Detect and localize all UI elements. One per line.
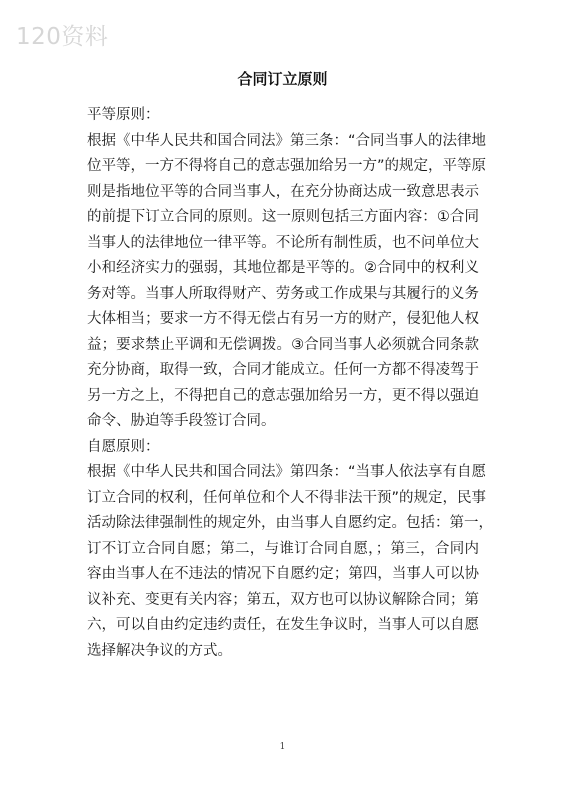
document-body: [87, 103, 493, 664]
paragraph-line: 订立合同的权利，任何单位和个人不得非法干预”的规定，民事: [87, 489, 487, 506]
section-heading: 平等原则：: [87, 107, 160, 123]
paragraph-line: 选择解决争议的方式。: [87, 642, 232, 659]
paragraph-line: 当事人的法律地位一律平等。不论所有制性质，也不问单位大: [87, 234, 479, 251]
paragraph-line: 小和经济实力的强弱，其地位都是平等的。②合同中的权利义: [87, 260, 479, 276]
watermark-logo: 120资料: [16, 24, 109, 50]
paragraph-line: 活动除法律强制性的规定外，由当事人自愿约定。包括：第一，: [87, 515, 493, 531]
paragraph-line: 订不订立合同自愿；第二，与谁订合同自愿，；第三，合同内: [87, 540, 479, 557]
paragraph-line: 根据《中华人民共和国合同法》第三条：“合同当事人的法律地: [87, 132, 487, 149]
paragraph-line: 的前提下订立合同的原则。这一原则包括三方面内容：①合同: [87, 209, 479, 225]
paragraph-line: 命令、胁迫等手段签订合同。: [87, 413, 276, 429]
paragraph-line: 务对等。当事人所取得财产、劳务或工作成果与其履行的义务: [87, 285, 479, 302]
document-title: 合同订立原则: [237, 70, 328, 88]
paragraph-line: 容由当事人在不违法的情况下自愿约定；第四，当事人可以协: [87, 566, 479, 582]
section-heading: 自愿原则：: [87, 438, 160, 455]
section-equality: [87, 103, 487, 435]
paragraph-line: 充分协商，取得一致，合同才能成立。任何一方都不得凌驾于: [87, 362, 479, 378]
paragraph-line: 六，可以自由约定违约责任，在发生争议时，当事人可以自愿: [87, 617, 479, 633]
paragraph-line: 大体相当；要求一方不得无偿占有另一方的财产，侵犯他人权: [87, 311, 479, 327]
page-number: 1: [279, 742, 286, 752]
paragraph-line: 议补充、变更有关内容；第五，双方也可以协议解除合同；第: [87, 591, 479, 608]
paragraph-line: 益；要求禁止平调和无偿调拨。③合同当事人必须就合同条款: [87, 336, 479, 353]
paragraph-line: 则是指地位平等的合同当事人，在充分协商达成一致意思表示: [87, 183, 479, 200]
section-voluntariness: [87, 435, 493, 665]
paragraph-line: 位平等，一方不得将自己的意志强加给另一方”的规定，平等原: [87, 158, 487, 174]
paragraph-line: 另一方之上，不得把自己的意志强加给另一方，更不得以强迫: [87, 387, 479, 404]
paragraph-line: 根据《中华人民共和国合同法》第四条：“当事人依法享有自愿: [87, 464, 487, 480]
